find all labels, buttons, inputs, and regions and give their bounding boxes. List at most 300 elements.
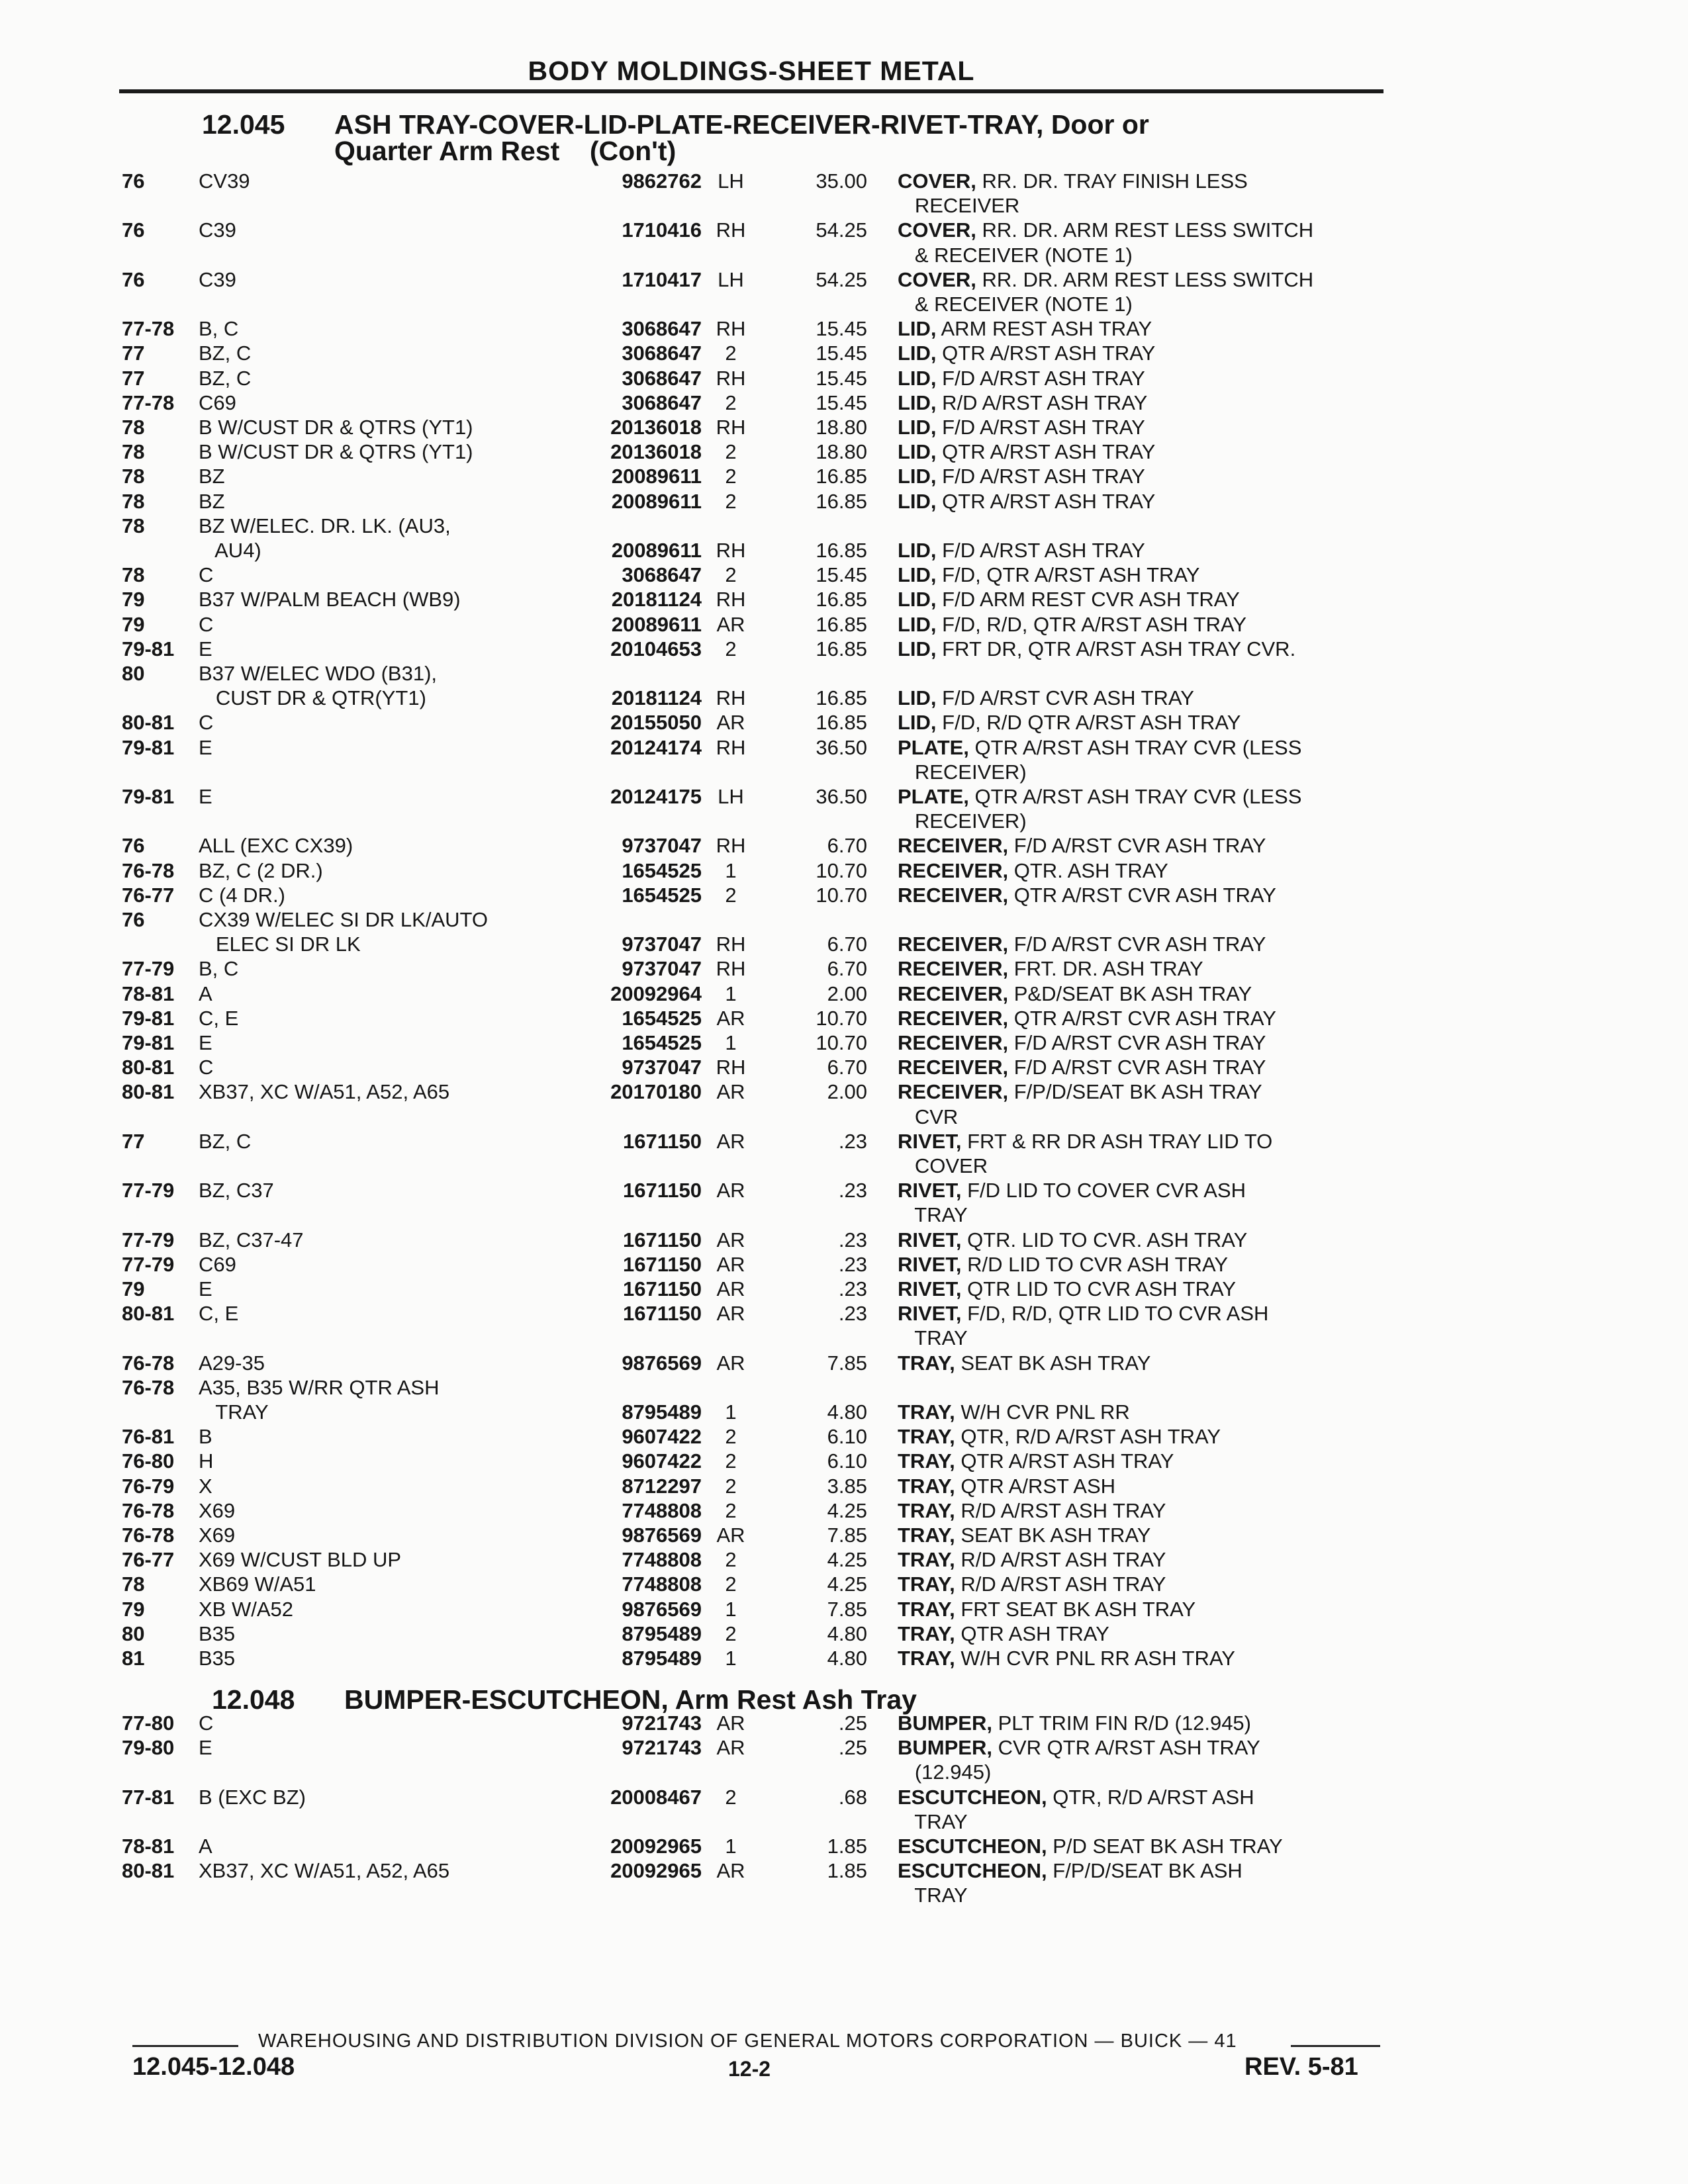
table-row (0, 1597, 1688, 1621)
price-cell: 4.80 (827, 1400, 867, 1424)
quantity-cell: 2 (725, 1621, 737, 1645)
year-cell: 80-81 (122, 1302, 175, 1326)
part-name-text: CVR QTR A/RST ASH TRAY (992, 1736, 1260, 1760)
part-name-text: QTR A/RST ASH TRAY CVR (LESS (968, 735, 1302, 759)
year-cell: 76-78 (122, 1498, 175, 1522)
table-row (0, 907, 1688, 932)
table-row (0, 1858, 1688, 1883)
part-number-cell: 8795489 (622, 1400, 702, 1424)
part-name-cell (898, 1326, 1381, 1350)
table-row (0, 1883, 1688, 1907)
table-row (0, 1301, 1688, 1326)
part-name-keyword: LID, (898, 390, 937, 414)
part-name-text: F/D A/RST CVR ASH TRAY (1008, 933, 1266, 956)
part-name-cell (898, 439, 1381, 464)
price-cell: 6.10 (827, 1425, 867, 1449)
part-name-cell (898, 1351, 1381, 1375)
part-name-text: (12.945) (898, 1760, 992, 1784)
quantity-cell: RH (716, 834, 746, 858)
table-row (0, 415, 1688, 439)
part-name-text: FRT & RR DR ASH TRAY LID TO (961, 1129, 1273, 1153)
table-row (0, 1834, 1688, 1858)
part-name-keyword: COVER, (898, 218, 976, 242)
year-cell: 79-81 (122, 735, 175, 759)
quantity-cell: 1 (725, 1835, 737, 1858)
section-title-line2: Quarter Arm Rest (Con't) (334, 136, 677, 166)
year-cell: 79 (122, 612, 145, 636)
part-number-cell: 9721743 (622, 1711, 702, 1735)
quantity-cell: 1 (725, 1400, 737, 1424)
part-name-keyword: TRAY, (898, 1449, 955, 1473)
table-row (0, 267, 1688, 292)
part-number-cell: 9737047 (622, 957, 702, 981)
part-name-keyword: LID, (898, 711, 937, 735)
part-name-cell (898, 1079, 1381, 1104)
part-number-cell: 9737047 (622, 933, 702, 956)
part-number-cell: 1654525 (622, 858, 702, 882)
price-cell: .23 (838, 1277, 867, 1300)
table-row (0, 1326, 1688, 1350)
quantity-cell: AR (716, 1711, 745, 1735)
quantity-cell: 2 (725, 341, 737, 365)
part-number-cell: 20124175 (610, 785, 702, 808)
table-row (0, 1154, 1688, 1178)
year-cell: 76-80 (122, 1449, 175, 1473)
part-name-keyword: LID, (898, 612, 937, 636)
price-cell: 16.85 (816, 711, 867, 735)
year-cell: 76-77 (122, 1548, 175, 1572)
part-name-text: F/D A/RST ASH TRAY (936, 416, 1145, 439)
part-name-text: F/D ARM REST CVR ASH TRAY (936, 588, 1240, 612)
year-cell: 76 (122, 218, 145, 242)
part-name-text: F/D A/RST ASH TRAY (936, 465, 1145, 488)
table-row (0, 538, 1688, 563)
part-name-keyword: LID, (898, 440, 937, 464)
year-cell: 77-79 (122, 1252, 175, 1276)
price-cell: .25 (838, 1711, 867, 1735)
part-name-cell (898, 1252, 1381, 1277)
price-cell: .23 (838, 1302, 867, 1326)
part-number-cell: 20170180 (610, 1080, 702, 1104)
price-cell: 16.85 (816, 686, 867, 710)
table-row (0, 1006, 1688, 1030)
model-cell: B W/CUST DR & QTRS (YT1) (199, 440, 473, 464)
part-name-text: RECEIVER) (898, 760, 1027, 784)
table-row (0, 1760, 1688, 1784)
part-number-cell: 20089611 (611, 612, 702, 636)
table-row (0, 193, 1688, 218)
year-cell: 80-81 (122, 1056, 175, 1079)
model-cell: AU4) (199, 539, 261, 562)
part-name-cell (898, 1154, 1381, 1178)
part-name-cell (898, 390, 1381, 415)
quantity-cell: 2 (725, 563, 737, 587)
part-name-keyword: RIVET, (898, 1277, 962, 1300)
part-number-cell: 20089611 (611, 489, 702, 513)
table-row (0, 1079, 1688, 1104)
price-cell: 18.80 (816, 440, 867, 464)
year-cell: 79 (122, 588, 145, 612)
part-number-cell: 8795489 (622, 1621, 702, 1645)
model-cell: C69 (199, 390, 236, 414)
part-name-cell (898, 956, 1381, 981)
part-name-text: FRT. DR. ASH TRAY (1008, 957, 1203, 981)
price-cell: 15.45 (816, 341, 867, 365)
part-number-cell: 1710417 (622, 267, 702, 291)
quantity-cell: AR (716, 1006, 745, 1030)
table-row (0, 1178, 1688, 1203)
quantity-cell: AR (716, 1859, 745, 1883)
quantity-cell: 2 (725, 1548, 737, 1572)
price-cell: 6.70 (827, 933, 867, 956)
price-cell: 4.25 (827, 1498, 867, 1522)
part-name-cell (898, 1178, 1381, 1203)
table-row (0, 1572, 1688, 1596)
quantity-cell: 2 (725, 1785, 737, 1809)
quantity-cell: 2 (725, 1572, 737, 1596)
price-cell: 4.25 (827, 1548, 867, 1572)
model-cell: E (199, 1277, 212, 1300)
table-row (0, 1129, 1688, 1154)
year-cell: 77 (122, 341, 145, 365)
price-cell: .23 (838, 1252, 867, 1276)
table-row (0, 1621, 1688, 1646)
price-cell: 10.70 (816, 1006, 867, 1030)
part-name-text: F/D, R/D, QTR A/RST ASH TRAY (936, 612, 1247, 636)
year-cell: 78 (122, 563, 145, 587)
part-name-keyword: LID, (898, 539, 937, 562)
part-number-cell: 20092965 (610, 1835, 702, 1858)
table-row (0, 390, 1688, 415)
part-name-text: R/D A/RST ASH TRAY (955, 1572, 1166, 1596)
table-row (0, 1474, 1688, 1498)
part-name-cell (898, 833, 1381, 858)
table-row (0, 735, 1688, 760)
table-row (0, 316, 1688, 341)
part-name-cell (898, 883, 1381, 907)
price-cell: 4.25 (827, 1572, 867, 1596)
part-name-cell (898, 1203, 1381, 1227)
table-row (0, 661, 1688, 686)
part-number-cell: 20136018 (610, 440, 702, 464)
part-number-cell: 3068647 (622, 366, 702, 390)
footer-rule (1291, 2045, 1380, 2047)
part-name-text: R/D A/RST ASH TRAY (955, 1548, 1166, 1572)
price-cell: 10.70 (816, 883, 867, 907)
quantity-cell: 2 (725, 1449, 737, 1473)
part-name-cell (898, 1424, 1381, 1449)
table-row (0, 1785, 1688, 1809)
part-name-text: R/D LID TO CVR ASH TRAY (961, 1252, 1228, 1276)
part-name-keyword: TRAY, (898, 1400, 955, 1424)
part-name-cell (898, 366, 1381, 390)
year-cell: 79-81 (122, 1031, 175, 1054)
part-name-text: QTR A/RST ASH TRAY (955, 1449, 1174, 1473)
quantity-cell: 2 (725, 1425, 737, 1449)
price-cell: 10.70 (816, 1031, 867, 1054)
price-cell: 54.25 (816, 267, 867, 291)
year-cell: 78-81 (122, 981, 175, 1005)
part-name-cell (898, 1498, 1381, 1523)
year-cell: 79 (122, 1277, 145, 1300)
price-cell: 1.85 (827, 1859, 867, 1883)
part-name-keyword: LID, (898, 341, 937, 365)
part-name-cell (898, 1597, 1381, 1621)
part-name-text: QTR A/RST CVR ASH TRAY (1008, 1006, 1276, 1030)
part-name-keyword: RECEIVER, (898, 1031, 1009, 1054)
quantity-cell: RH (716, 686, 746, 710)
model-cell: BZ, C (199, 366, 252, 390)
part-name-text: F/D A/RST CVR ASH TRAY (1008, 1031, 1266, 1054)
quantity-cell: LH (718, 267, 744, 291)
year-cell: 77-81 (122, 1785, 175, 1809)
part-name-keyword: COVER, (898, 169, 976, 193)
model-cell: X (199, 1474, 212, 1498)
price-cell: 16.85 (816, 539, 867, 562)
part-name-keyword: RECEIVER, (898, 1080, 1009, 1104)
table-row (0, 218, 1688, 242)
year-cell: 76-79 (122, 1474, 175, 1498)
price-cell: 36.50 (816, 735, 867, 759)
table-row (0, 489, 1688, 514)
model-cell: C (4 DR.) (199, 883, 285, 907)
part-name-cell (898, 637, 1381, 661)
part-number-cell: 1671150 (623, 1179, 702, 1203)
part-number-cell: 20124174 (610, 735, 702, 759)
part-name-text: QTR. ASH TRAY (1008, 858, 1168, 882)
price-cell: 18.80 (816, 416, 867, 439)
quantity-cell: RH (716, 218, 746, 242)
part-name-keyword: TRAY, (898, 1351, 955, 1375)
quantity-cell: AR (716, 1351, 745, 1375)
part-number-cell: 9876569 (622, 1524, 702, 1547)
year-cell: 76 (122, 267, 145, 291)
quantity-cell: RH (716, 933, 746, 956)
part-number-cell: 3068647 (622, 317, 702, 341)
part-name-keyword: TRAY, (898, 1621, 955, 1645)
part-name-keyword: RECEIVER, (898, 957, 1009, 981)
price-cell: 6.70 (827, 1056, 867, 1079)
model-cell: E (199, 637, 212, 660)
table-row (0, 1547, 1688, 1572)
price-cell: 2.00 (827, 1080, 867, 1104)
quantity-cell: AR (716, 1736, 745, 1760)
footer-group-range: 12.045-12.048 (132, 2053, 295, 2081)
model-cell: C, E (199, 1006, 239, 1030)
year-cell: 80 (122, 1621, 145, 1645)
price-cell: 16.85 (816, 489, 867, 513)
part-name-text: QTR A/RST ASH TRAY (936, 489, 1156, 513)
part-name-keyword: LID, (898, 563, 937, 587)
model-cell: TRAY (199, 1400, 269, 1424)
model-cell: B37 W/PALM BEACH (WB9) (199, 588, 461, 612)
part-number-cell: 8712297 (622, 1474, 702, 1498)
part-name-keyword: ESCUTCHEON, (898, 1835, 1047, 1858)
part-name-cell (898, 612, 1381, 637)
part-number-cell: 9876569 (622, 1597, 702, 1621)
part-name-keyword: LID, (898, 465, 937, 488)
price-cell: 4.80 (827, 1621, 867, 1645)
quantity-cell: 2 (725, 883, 737, 907)
quantity-cell: AR (716, 612, 745, 636)
part-name-keyword: LID, (898, 588, 937, 612)
part-name-text: PLT TRIM FIN R/D (12.945) (992, 1711, 1251, 1735)
part-number-cell: 20008467 (610, 1785, 702, 1809)
price-cell: 2.00 (827, 981, 867, 1005)
part-name-cell (898, 1858, 1381, 1883)
part-number-cell: 7748808 (622, 1498, 702, 1522)
part-name-text: F/D, QTR A/RST ASH TRAY (936, 563, 1200, 587)
table-row (0, 366, 1688, 390)
quantity-cell: RH (716, 416, 746, 439)
part-name-text: & RECEIVER (NOTE 1) (898, 293, 1133, 316)
part-name-text: RECEIVER (898, 194, 1020, 218)
table-row (0, 587, 1688, 612)
part-name-cell (898, 316, 1381, 341)
table-row (0, 1228, 1688, 1252)
year-cell: 79-81 (122, 637, 175, 660)
model-cell: E (199, 735, 212, 759)
model-cell: CX39 W/ELEC SI DR LK/AUTO (199, 908, 488, 931)
table-row (0, 341, 1688, 365)
quantity-cell: AR (716, 1228, 745, 1251)
model-cell: B37 W/ELEC WDO (B31), (199, 662, 438, 685)
part-name-keyword: RECEIVER, (898, 981, 1009, 1005)
part-number-cell: 3068647 (622, 390, 702, 414)
quantity-cell: AR (716, 1524, 745, 1547)
part-name-cell (898, 1474, 1381, 1498)
part-name-text: TRAY (898, 1326, 968, 1350)
model-cell: XB W/A52 (199, 1597, 293, 1621)
part-number-cell: 9737047 (622, 834, 702, 858)
part-name-cell (898, 1523, 1381, 1547)
quantity-cell: AR (716, 711, 745, 735)
model-cell: A (199, 1835, 212, 1858)
table-row (0, 981, 1688, 1006)
quantity-cell: 1 (725, 858, 737, 882)
part-name-text: F/D, R/D, QTR LID TO CVR ASH (961, 1302, 1269, 1326)
price-cell: .23 (838, 1179, 867, 1203)
part-name-keyword: RIVET, (898, 1179, 962, 1203)
quantity-cell: AR (716, 1302, 745, 1326)
table-row (0, 710, 1688, 735)
price-cell: 35.00 (816, 169, 867, 193)
model-cell: XB37, XC W/A51, A52, A65 (199, 1859, 450, 1883)
table-row (0, 1424, 1688, 1449)
part-name-text: F/D LID TO COVER CVR ASH (961, 1179, 1246, 1203)
price-cell: 15.45 (816, 390, 867, 414)
year-cell: 79-80 (122, 1736, 175, 1760)
footer-text: WAREHOUSING AND DISTRIBUTION DIVISION OF GENERAL MOTORS CORPORATION — BUICK — 41 (258, 2030, 1237, 2052)
year-cell: 78 (122, 416, 145, 439)
quantity-cell: AR (716, 1277, 745, 1300)
part-name-keyword: LID, (898, 317, 937, 341)
part-name-text: QTR A/RST ASH TRAY CVR (LESS (968, 785, 1302, 808)
part-name-text: FRT DR, QTR A/RST ASH TRAY CVR. (936, 637, 1296, 660)
table-row (0, 1105, 1688, 1129)
part-name-text: P/D SEAT BK ASH TRAY (1047, 1835, 1283, 1858)
model-cell: CUST DR & QTR(YT1) (199, 686, 426, 710)
year-cell: 77-79 (122, 957, 175, 981)
part-number-cell: 8795489 (622, 1647, 702, 1670)
part-name-keyword: LID, (898, 416, 937, 439)
part-name-text: F/D A/RST CVR ASH TRAY (1008, 834, 1266, 858)
table-row (0, 1203, 1688, 1227)
part-name-cell (898, 932, 1381, 956)
part-number-cell: 20104653 (610, 637, 702, 660)
model-cell: B (199, 1425, 212, 1449)
model-cell: BZ, C37-47 (199, 1228, 304, 1251)
model-cell: BZ, C (199, 341, 252, 365)
part-name-text: F/D A/RST ASH TRAY (936, 539, 1145, 562)
table-row (0, 169, 1688, 193)
table-row (0, 292, 1688, 316)
part-number-cell: 7748808 (622, 1548, 702, 1572)
year-cell: 79 (122, 1597, 145, 1621)
quantity-cell: AR (716, 1252, 745, 1276)
model-cell: CV39 (199, 169, 250, 193)
part-name-text: QTR, R/D A/RST ASH TRAY (955, 1425, 1221, 1449)
part-name-keyword: ESCUTCHEON, (898, 1785, 1047, 1809)
table-row (0, 637, 1688, 661)
part-name-text: & RECEIVER (NOTE 1) (898, 243, 1133, 267)
part-name-text: RECEIVER) (898, 809, 1027, 833)
model-cell: C (199, 1711, 214, 1735)
price-cell: 10.70 (816, 858, 867, 882)
table-row (0, 1055, 1688, 1079)
model-cell: X69 (199, 1524, 236, 1547)
model-cell: XB37, XC W/A51, A52, A65 (199, 1080, 450, 1104)
model-cell: BZ (199, 465, 225, 488)
part-name-keyword: LID, (898, 686, 937, 710)
quantity-cell: 2 (725, 637, 737, 660)
part-name-keyword: TRAY, (898, 1498, 955, 1522)
quantity-cell: 2 (725, 440, 737, 464)
part-number-cell: 3068647 (622, 563, 702, 587)
table-row (0, 1277, 1688, 1301)
year-cell: 78 (122, 514, 145, 537)
section-number: 12.048 (212, 1684, 295, 1715)
part-number-cell: 1671150 (623, 1252, 702, 1276)
part-number-cell: 1671150 (623, 1129, 702, 1153)
part-name-keyword: TRAY, (898, 1524, 955, 1547)
part-name-cell (898, 1572, 1381, 1596)
model-cell: ELEC SI DR LK (199, 933, 361, 956)
part-number-cell: 1654525 (622, 1006, 702, 1030)
part-name-keyword: LID, (898, 637, 937, 660)
part-number-cell: 9876569 (622, 1351, 702, 1375)
year-cell: 76-78 (122, 1375, 175, 1399)
model-cell: BZ, C (2 DR.) (199, 858, 323, 882)
model-cell: C39 (199, 218, 236, 242)
price-cell: .68 (838, 1785, 867, 1809)
part-number-cell: 9607422 (622, 1425, 702, 1449)
table-row (0, 1711, 1688, 1735)
year-cell: 78 (122, 1572, 145, 1596)
part-name-keyword: BUMPER, (898, 1736, 992, 1760)
part-name-text: CVR (898, 1105, 959, 1128)
quantity-cell: RH (716, 317, 746, 341)
part-name-cell (898, 1883, 1381, 1907)
part-name-cell (898, 809, 1381, 833)
part-name-cell (898, 341, 1381, 365)
part-name-cell (898, 1621, 1381, 1646)
quantity-cell: LH (718, 785, 744, 808)
model-cell: XB69 W/A51 (199, 1572, 316, 1596)
model-cell: E (199, 1736, 212, 1760)
part-name-text: F/D, R/D QTR A/RST ASH TRAY (936, 711, 1241, 735)
price-cell: 3.85 (827, 1474, 867, 1498)
